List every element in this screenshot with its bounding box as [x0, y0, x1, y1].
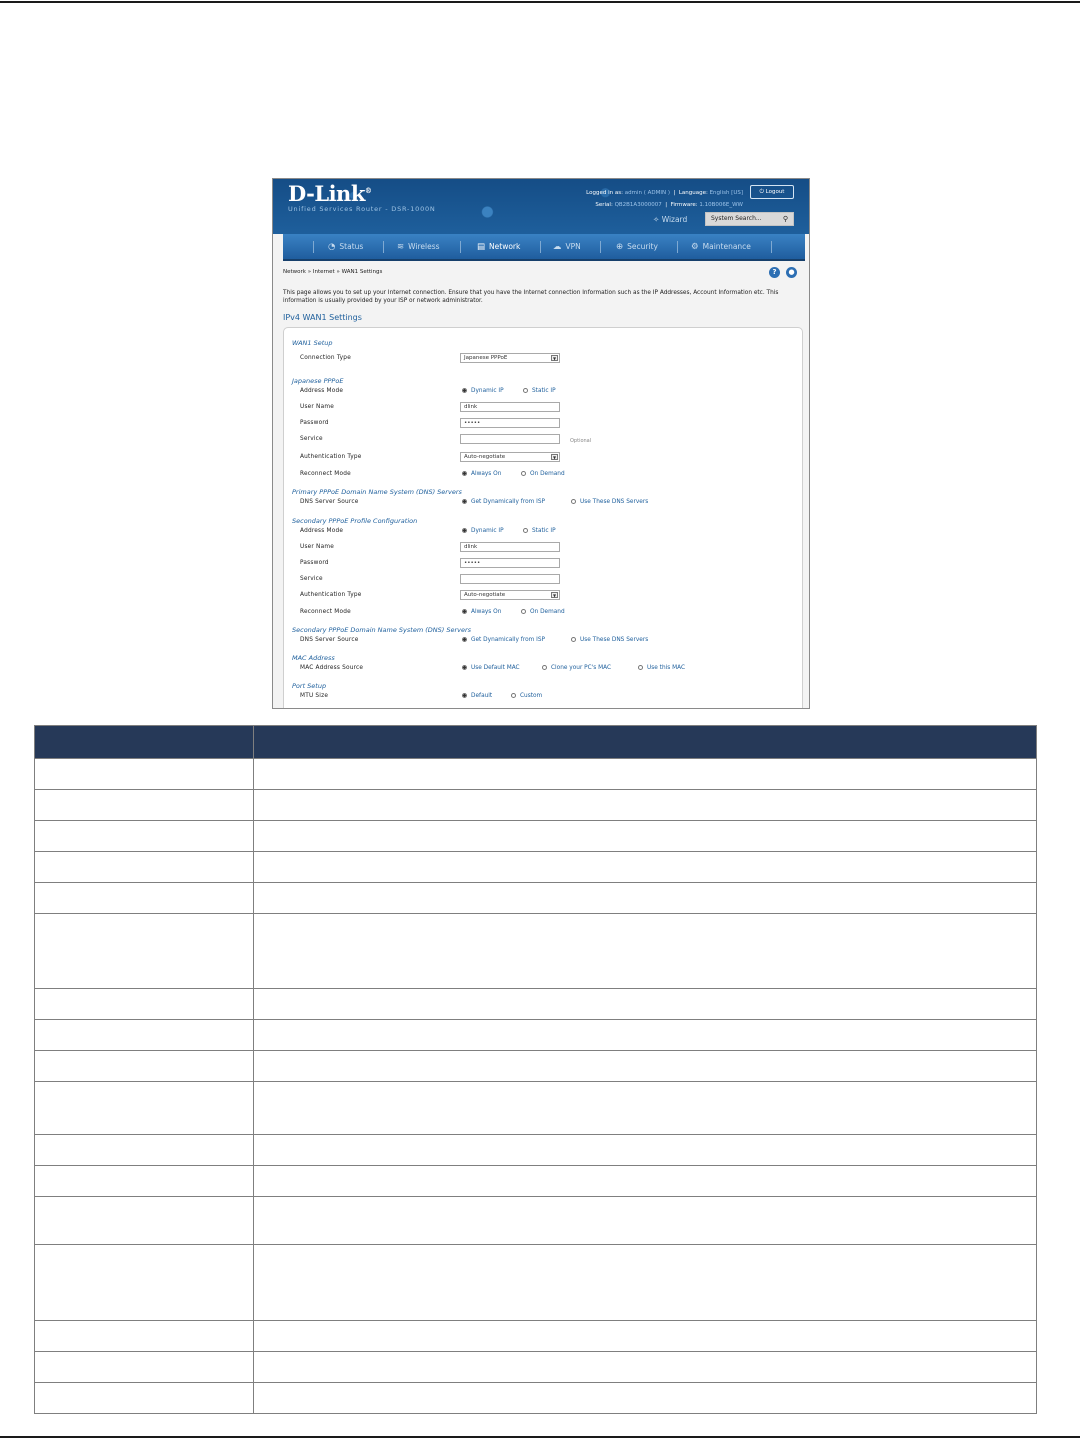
table-header-row	[35, 726, 1037, 759]
address-mode-label: Address Mode	[300, 388, 344, 394]
group-japanese-pppoe: Japanese PPPoE	[292, 377, 344, 385]
help-icon[interactable]: ?	[769, 267, 780, 278]
nav-divider	[771, 241, 772, 253]
table-row	[35, 1197, 1037, 1245]
nav-wireless[interactable]: ≋ Wireless	[397, 242, 440, 252]
table-row	[35, 1321, 1037, 1352]
secondary-dynamic-radio[interactable]: Dynamic IP	[462, 528, 504, 534]
nav-divider	[540, 241, 541, 253]
address-mode-dynamic-radio[interactable]: Dynamic IP	[462, 388, 504, 394]
service-input[interactable]	[460, 434, 560, 444]
reconnect-on-demand-radio[interactable]: On Demand	[521, 471, 565, 477]
nav-status[interactable]: ◔ Status	[328, 242, 364, 252]
main-nav	[283, 234, 805, 261]
table-cell	[254, 1383, 1037, 1414]
secondary-dns-use-these-radio[interactable]: Use These DNS Servers	[571, 637, 648, 643]
intro-text: This page allows you to set up your Internet connection. Ensure that you have the Internet connection Information such as the IP Addresses, Account Information etc. This information is usually provided by your ISP or network administrator.	[283, 290, 779, 304]
secondary-service-label: Service	[300, 576, 323, 582]
table-row	[35, 1166, 1037, 1197]
table-cell	[35, 1352, 254, 1383]
secondary-password-input[interactable]: •••••	[460, 558, 560, 568]
mac-default-radio[interactable]: Use Default MAC	[462, 665, 520, 671]
table-row	[35, 1245, 1037, 1321]
service-label: Service	[300, 436, 323, 442]
nav-maintenance[interactable]: ⚙ Maintenance	[691, 242, 751, 252]
group-secondary-dns: Secondary PPPoE Domain Name System (DNS) Servers	[292, 626, 472, 634]
table-row	[35, 989, 1037, 1020]
table-header-cell	[254, 726, 1037, 759]
table-cell	[254, 759, 1037, 790]
table-cell	[35, 1051, 254, 1082]
wan-settings-panel	[283, 327, 803, 709]
table-cell	[35, 989, 254, 1020]
table-cell	[254, 1082, 1037, 1135]
gears-icon: ⚙	[691, 242, 699, 252]
group-wan1-setup: WAN1 Setup	[292, 339, 333, 347]
wizard-link[interactable]: ✧ Wizard	[653, 215, 688, 224]
table-row	[35, 883, 1037, 914]
table-cell	[35, 821, 254, 852]
secondary-service-input[interactable]	[460, 574, 560, 584]
table-cell	[254, 790, 1037, 821]
bottom-rule	[0, 1436, 1080, 1438]
table-cell	[254, 1135, 1037, 1166]
wifi-icon: ≋	[397, 242, 405, 252]
table-cell	[254, 1197, 1037, 1245]
group-secondary-profile: Secondary PPPoE Profile Configuration	[292, 517, 418, 525]
mac-clone-radio[interactable]: Clone your PC's MAC	[542, 665, 611, 671]
table-cell	[254, 1166, 1037, 1197]
table-cell	[35, 790, 254, 821]
table-cell	[35, 914, 254, 989]
wand-icon: ✧	[653, 215, 660, 224]
table-header-cell	[35, 726, 254, 759]
table-cell	[254, 821, 1037, 852]
nav-vpn[interactable]: ☁ VPN	[553, 242, 581, 252]
table-cell	[254, 1051, 1037, 1082]
table-row	[35, 1352, 1037, 1383]
table-row	[35, 790, 1037, 821]
auth-type-select[interactable]: Auto-negotiate ▼	[460, 452, 560, 462]
logout-button[interactable]: ⏻ Logout	[750, 185, 794, 199]
table-row	[35, 1051, 1037, 1082]
nav-divider	[313, 241, 314, 253]
mac-use-this-radio[interactable]: Use this MAC	[638, 665, 685, 671]
optional-hint: Optional	[570, 438, 592, 444]
table-cell	[35, 1135, 254, 1166]
table-cell	[35, 883, 254, 914]
secondary-auth-type-label: Authentication Type	[300, 592, 362, 598]
dlink-logo: D-Link®	[288, 181, 372, 206]
table-row	[35, 1082, 1037, 1135]
dns-use-these-radio[interactable]: Use These DNS Servers	[571, 499, 648, 505]
table-row	[35, 1135, 1037, 1166]
address-mode-static-radio[interactable]: Static IP	[523, 388, 556, 394]
nav-divider	[677, 241, 678, 253]
language-link[interactable]: English [US]	[709, 190, 743, 196]
secondary-user-name-label: User Name	[300, 544, 334, 550]
user-name-label: User Name	[300, 404, 334, 410]
secondary-address-mode-label: Address Mode	[300, 528, 344, 534]
lock-icon: ⊕	[616, 242, 624, 252]
table-cell	[254, 1352, 1037, 1383]
table-cell	[254, 1020, 1037, 1051]
power-icon: ⏻	[759, 189, 764, 195]
table-cell	[254, 883, 1037, 914]
table-row	[35, 1383, 1037, 1414]
group-primary-dns: Primary PPPoE Domain Name System (DNS) Servers	[292, 488, 462, 496]
header-bar	[273, 179, 809, 234]
secondary-always-on-radio[interactable]: Always On	[462, 609, 501, 615]
mtu-custom-radio[interactable]: Custom	[511, 693, 542, 699]
table-cell	[254, 989, 1037, 1020]
table-cell	[254, 914, 1037, 989]
settings-description-table	[34, 725, 1037, 1414]
nav-divider	[383, 241, 384, 253]
auth-type-label: Authentication Type	[300, 454, 362, 460]
dns-get-dynamic-radio[interactable]: Get Dynamically from ISP	[462, 499, 545, 505]
search-icon: ⚲	[782, 215, 788, 223]
table-cell	[35, 1245, 254, 1321]
dns-source-label: DNS Server Source	[300, 499, 359, 505]
nav-divider	[460, 241, 461, 253]
breadcrumb-network[interactable]: Network	[283, 269, 306, 275]
breadcrumb: Network » Internet » WAN1 Settings	[283, 269, 383, 275]
table-cell	[35, 1197, 254, 1245]
password-input[interactable]: •••••	[460, 418, 560, 428]
secondary-dns-dynamic-radio[interactable]: Get Dynamically from ISP	[462, 637, 545, 643]
table-cell	[35, 852, 254, 883]
table-cell	[35, 1321, 254, 1352]
connection-type-label: Connection Type	[300, 355, 351, 361]
mac-source-label: MAC Address Source	[300, 665, 364, 671]
password-label: Password	[300, 420, 329, 426]
nav-network[interactable]: ▤ Network	[477, 242, 521, 252]
secondary-auth-type-select[interactable]: Auto-negotiate ▼	[460, 590, 560, 600]
connection-type-select[interactable]: Japanese PPPoE ▼	[460, 353, 560, 363]
table-cell	[35, 1082, 254, 1135]
secondary-user-name-input[interactable]: dlink	[460, 542, 560, 552]
table-cell	[254, 1321, 1037, 1352]
table-cell	[35, 1383, 254, 1414]
mtu-size-label: MTU Size	[300, 693, 329, 699]
table-cell	[35, 1166, 254, 1197]
reconnect-always-on-radio[interactable]: Always On	[462, 471, 501, 477]
session-info: Logged in as: admin ( ADMIN ) | Language: English [US] Serial: QB2B1A3000007 | Firmware: 1.10B006E_WW	[586, 190, 743, 208]
network-icon: ▤	[477, 242, 486, 252]
nav-divider	[600, 241, 601, 253]
chevron-down-icon: ▼	[552, 593, 557, 598]
table-cell	[35, 1020, 254, 1051]
router-ui-screenshot	[272, 178, 810, 709]
chevron-down-icon: ▼	[552, 455, 557, 460]
group-port-setup: Port Setup	[292, 682, 327, 690]
secondary-reconnect-label: Reconnect Mode	[300, 609, 351, 615]
product-subtitle: Unified Services Router - DSR-1000N	[288, 205, 436, 213]
section-title: IPv4 WAN1 Settings	[283, 313, 362, 322]
user-name-input[interactable]: dlink	[460, 402, 560, 412]
breadcrumb-internet[interactable]: Internet	[312, 269, 335, 275]
table-row	[35, 821, 1037, 852]
group-mac-address: MAC Address	[292, 654, 335, 662]
table-cell	[254, 852, 1037, 883]
table-cell	[254, 1245, 1037, 1321]
table-row	[35, 1020, 1037, 1051]
secondary-static-radio[interactable]: Static IP	[523, 528, 556, 534]
chevron-down-icon: ▼	[552, 356, 557, 361]
breadcrumb-wan1: WAN1 Settings	[341, 269, 383, 275]
table-row	[35, 759, 1037, 790]
cloud-lock-icon: ☁	[553, 242, 562, 252]
mtu-default-radio[interactable]: Default	[462, 693, 492, 699]
system-search-input[interactable]: System Search... ⚲	[705, 212, 794, 226]
secondary-password-label: Password	[300, 560, 329, 566]
secondary-dns-source-label: DNS Server Source	[300, 637, 359, 643]
table-row	[35, 852, 1037, 883]
top-rule	[0, 1, 1080, 3]
secondary-on-demand-radio[interactable]: On Demand	[521, 609, 565, 615]
nav-security[interactable]: ⊕ Security	[616, 242, 658, 252]
reconnect-mode-label: Reconnect Mode	[300, 471, 351, 477]
table-row	[35, 914, 1037, 989]
gauge-icon: ◔	[328, 242, 336, 252]
info-icon[interactable]: ●	[786, 267, 797, 278]
table-cell	[35, 759, 254, 790]
